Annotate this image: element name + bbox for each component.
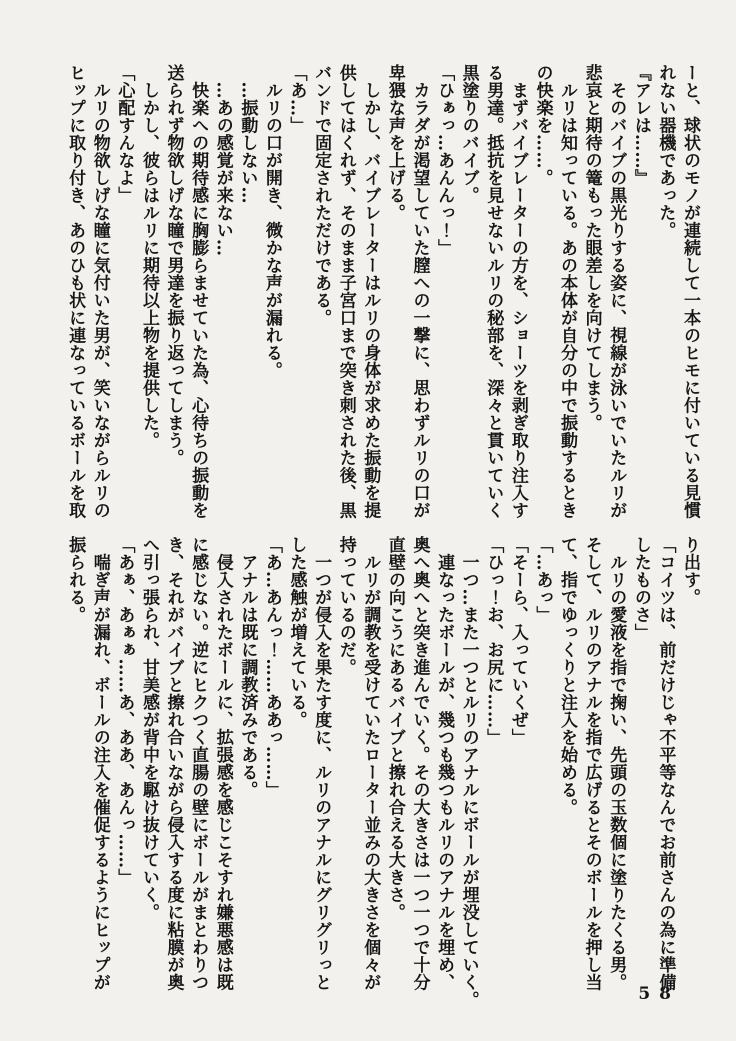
text-line: 「あ…」 bbox=[286, 64, 307, 134]
text-line: 「ひっ！お、お尻に……」 bbox=[483, 536, 504, 746]
text-line: したものさ」 bbox=[630, 536, 651, 641]
text-line: 持っているのだ。 bbox=[335, 536, 356, 676]
text-line: そのバイブの黒光りする姿に、視線が泳いでいたルリが bbox=[606, 64, 627, 519]
text-line: 「コイツは、前だけじゃ不平等なんでお前さんの為に準備 bbox=[655, 536, 676, 991]
text-line: カラダが渇望していた膣への一撃に、思わずルリの口が bbox=[409, 64, 430, 519]
text-line: 黒塗りのバイブ。 bbox=[458, 64, 479, 204]
text-line: ルリの愛液を指で掬い、先頭の玉数個に塗りたくる男。 bbox=[606, 536, 627, 991]
text-line: しかし、彼らはルリに期待以上物を提供した。 bbox=[138, 64, 159, 449]
text-line: の快楽を……。 bbox=[532, 64, 553, 187]
text-line: 振られる。 bbox=[65, 536, 86, 624]
text-line: ルリが調教を受けていたローター並みの大きさを個々が bbox=[360, 536, 381, 991]
page-number: 58 bbox=[638, 984, 680, 1004]
text-line: 快楽への期待感に胸膨らませていた為、心待ちの振動を bbox=[188, 64, 209, 519]
text-line: 奥へ奥へと突き進んでいく。その大きさは一つ一つで十分 bbox=[409, 536, 430, 991]
text-line: 「…あっ」 bbox=[532, 536, 553, 624]
text-line: …振動しない… bbox=[237, 64, 258, 204]
text-line: 供してはくれず、そのまま子宮口まで突き刺された後、黒 bbox=[335, 64, 356, 519]
text-line: まずバイブレーターの方を、ショーツを剥ぎ取り注入す bbox=[507, 64, 528, 519]
text-line: ヒップに取り付き、あのひも状に連なっているボールを取 bbox=[65, 64, 86, 519]
text-line: した感触が増えている。 bbox=[286, 536, 307, 729]
text-line: き、それがバイブと擦れ合いながら侵入する度に粘膜が奥 bbox=[163, 536, 184, 991]
text-line: ルリの物欲しげな瞳に気付いた男が、笑いながらルリの bbox=[89, 64, 110, 519]
text-line: 一つ…また一つとルリのアナルにボールが埋没していく。 bbox=[458, 536, 479, 1009]
text-line: る男達。抵抗を見せないルリの秘部を、深々と貫いていく bbox=[483, 64, 504, 519]
text-line: へ引っ張られ、甘美感が背中を駆け抜けていく。 bbox=[138, 536, 159, 921]
text-line: 「心配すんなよ」 bbox=[114, 64, 135, 204]
text-line: …あの感覚が来ない… bbox=[212, 64, 233, 257]
text-line: 侵入されたボールに、拡張感を感じこそすれ嫌悪感は既 bbox=[212, 536, 233, 991]
text-block-bottom bbox=[63, 536, 702, 1016]
text-line: 直壁の向こうにあるバイブと擦れ合える大きさ。 bbox=[384, 536, 405, 921]
text-block-top bbox=[63, 64, 702, 544]
text-line: 『アレは……』 bbox=[630, 64, 651, 187]
text-line: 連なったボールが、幾つも幾つもルリのアナルを埋め、 bbox=[434, 536, 455, 991]
text-line: アナルは既に調教済みである。 bbox=[237, 536, 258, 799]
text-line: て、指でゆっくりと注入を始める。 bbox=[557, 536, 578, 816]
text-line: 送られず物欲しげな瞳で男達を振り返ってしまう。 bbox=[163, 64, 184, 467]
text-line: しかし、バイブレーターはルリの身体が求めた振動を提 bbox=[360, 64, 381, 519]
text-line: 「ひぁっ…あんんっ！」 bbox=[434, 64, 455, 257]
text-line: ルリの口が開き、微かな声が漏れる。 bbox=[261, 64, 282, 379]
text-line: 卑猥な声を上げる。 bbox=[384, 64, 405, 222]
text-line: り出す。 bbox=[680, 536, 700, 606]
text-line: 一つが侵入を果たす度に、ルリのアナルにグリグリっと bbox=[311, 536, 332, 991]
text-line: れない器機であった。 bbox=[655, 64, 676, 239]
text-line: 喘ぎ声が漏れ、ボールの注入を催促するようにヒップが bbox=[89, 536, 110, 991]
text-line: ーと、球状のモノが連続して一本のヒモに付いている見慣 bbox=[680, 64, 700, 519]
text-line: 「あぁ、あぁぁ……あ、ああ、あんっ……」 bbox=[114, 536, 135, 886]
text-line: そして、ルリのアナルを指で広げるとそのボールを押し当 bbox=[581, 536, 602, 991]
text-line: 悲哀と期待の篭もった眼差しを向けてしまう。 bbox=[581, 64, 602, 432]
text-line: バンドで固定されただけである。 bbox=[311, 64, 332, 327]
text-line: 「そーら、入っていくぜ」 bbox=[507, 536, 528, 746]
text-line: ルリは知っている。あの本体が自分の中で振動するとき bbox=[557, 64, 578, 519]
text-line: 「あ…あんっ！……ああっ……」 bbox=[261, 536, 282, 799]
text-line: に感じない。逆にヒクつく直腸の壁にボールがまとわりつ bbox=[188, 536, 209, 991]
